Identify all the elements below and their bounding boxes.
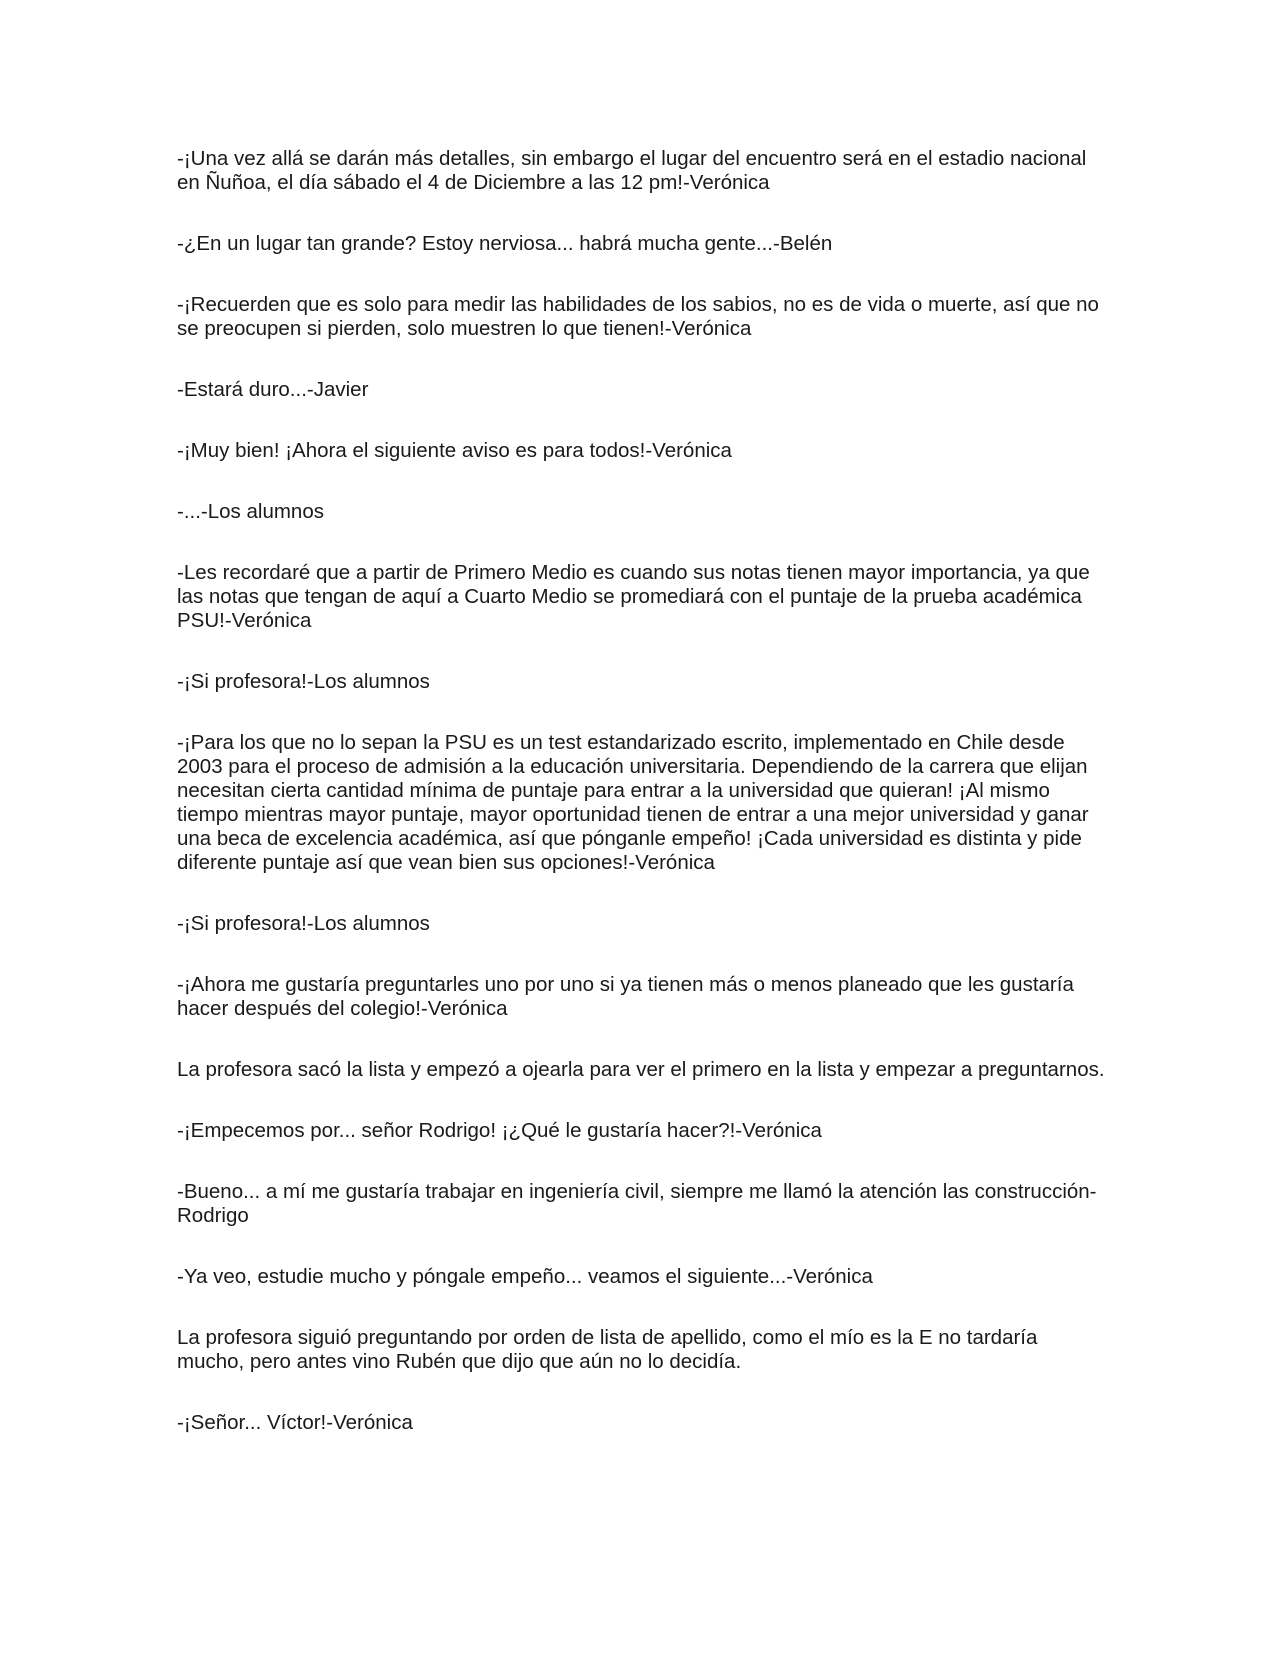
paragraph-2: -¿En un lugar tan grande? Estoy nerviosa... habrá mucha gente...-Belén [177, 232, 833, 255]
paragraph-1: -¡Una vez allá se darán más detalles, sin embargo el lugar del encuentro será en el estadio nacional en Ñuñoa, el día sábado el 4 de Diciembre a las 12 pm!-Verónica [177, 147, 1087, 194]
paragraph-7: -Les recordaré que a partir de Primero Medio es cuando sus notas tienen mayor importancia, ya que las notas que tengan de aquí a Cuarto Medio se promediará con el puntaje de la prueba académica PSU!-Verónica [177, 561, 1090, 632]
paragraph-17: -¡Señor... Víctor!-Verónica [177, 1411, 413, 1434]
paragraph-6: -...-Los alumnos [177, 500, 324, 523]
paragraph-3: -¡Recuerden que es solo para medir las habilidades de los sabios, no es de vida o muerte, así que no se preocupen si pierden, solo muestren lo que tienen!-Verónica [177, 293, 1099, 340]
document-page [177, 147, 1107, 1472]
paragraph-12: La profesora sacó la lista y empezó a ojearla para ver el primero en la lista y empezar a preguntarnos. [177, 1058, 1105, 1081]
paragraph-5: -¡Muy bien! ¡Ahora el siguiente aviso es para todos!-Verónica [177, 439, 732, 462]
paragraph-15: -Ya veo, estudie mucho y póngale empeño... veamos el siguiente...-Verónica [177, 1265, 873, 1288]
paragraph-13: -¡Empecemos por... señor Rodrigo! ¡¿Qué le gustaría hacer?!-Verónica [177, 1119, 822, 1142]
paragraph-10: -¡Si profesora!-Los alumnos [177, 912, 430, 935]
paragraph-11: -¡Ahora me gustaría preguntarles uno por uno si ya tienen más o menos planeado que les gustaría hacer después del colegio!-Verónica [177, 973, 1074, 1020]
paragraph-16: La profesora siguió preguntando por orden de lista de apellido, como el mío es la E no tardaría mucho, pero antes vino Rubén que dijo que aún no lo decidía. [177, 1326, 1038, 1373]
paragraph-9: -¡Para los que no lo sepan la PSU es un test estandarizado escrito, implementado en Chile desde 2003 para el proceso de admisión a la educación universitaria. Dependiendo de la carrera que elijan necesitan cierta cantidad mínima de puntaje para entrar a la universidad que quieran! ¡Al mismo tiempo mientras mayor puntaje, mayor oportunidad tienen de entrar a una mejor universidad y ganar una beca de excelencia académica, así que pónganle empeño! ¡Cada universidad es distinta y pide diferente puntaje así que vean bien sus opciones!-Verónica [177, 731, 1089, 874]
paragraph-14: -Bueno... a mí me gustaría trabajar en ingeniería civil, siempre me llamó la atención las construcción-Rodrigo [177, 1180, 1097, 1227]
paragraph-4: -Estará duro...-Javier [177, 378, 369, 401]
paragraph-8: -¡Si profesora!-Los alumnos [177, 670, 430, 693]
